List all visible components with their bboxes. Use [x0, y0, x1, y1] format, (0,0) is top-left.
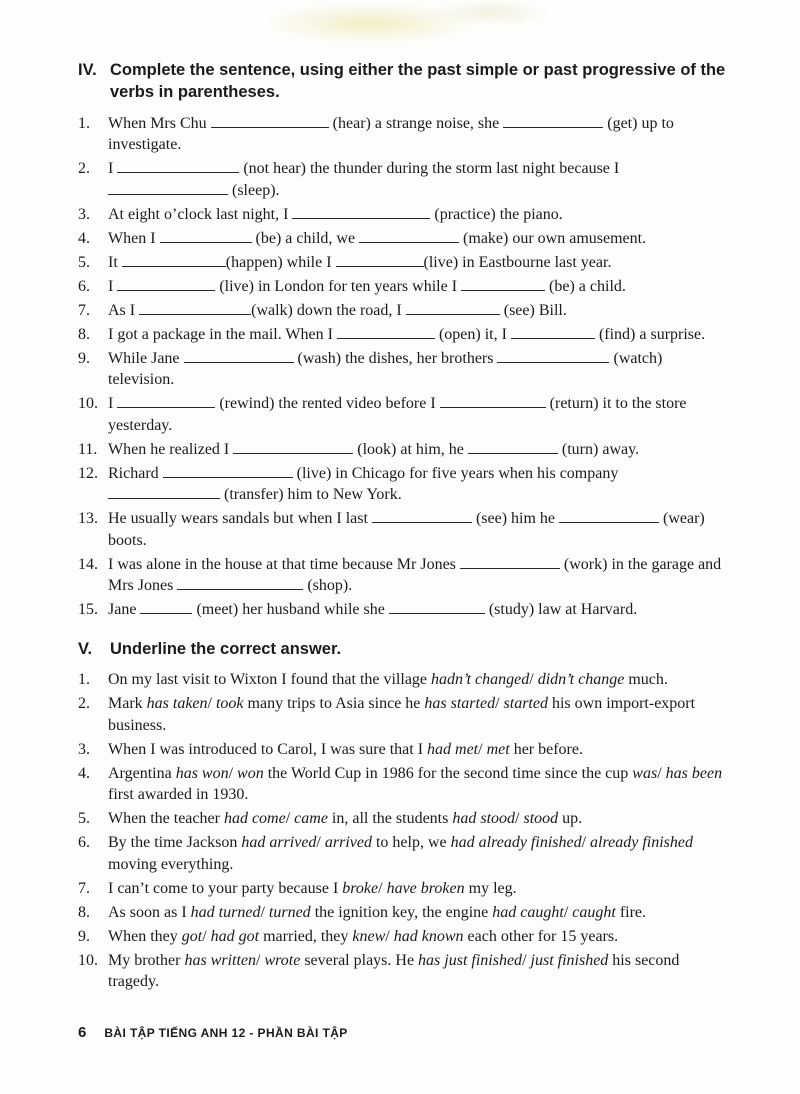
exercise-item — [78, 276, 732, 298]
exercise-item — [78, 439, 732, 461]
exercise-item — [78, 808, 732, 830]
answer-choice: had caught — [492, 903, 564, 921]
answer-choice: started — [503, 695, 548, 713]
exercise-item — [78, 113, 732, 156]
item-number: 1. — [78, 114, 90, 132]
blank-line — [440, 396, 546, 408]
blank-line — [122, 255, 226, 267]
exercise-item — [78, 228, 732, 250]
item-text: Mark has taken/ took many trips to Asia since he has started/ started his own import-export business. — [108, 695, 696, 734]
item-number: 3. — [78, 205, 90, 223]
blank-line — [140, 602, 192, 614]
scan-smudge — [265, 2, 475, 44]
exercise-item — [78, 508, 732, 551]
blank-line — [503, 116, 603, 128]
blank-line — [497, 351, 609, 363]
item-text: When I (be) a child, we (make) our own amusement. — [108, 229, 647, 247]
exercise-item — [78, 204, 732, 226]
exercise-item — [78, 669, 732, 691]
exercise-iv — [78, 60, 732, 621]
answer-choice: caught — [572, 903, 616, 921]
item-text: He usually wears sandals but when I last (see) him he (wear) boots. — [108, 510, 705, 549]
item-number: 15. — [78, 601, 98, 619]
exercise-item — [78, 393, 732, 436]
answer-choice: had already finished — [450, 834, 582, 852]
blank-line — [211, 116, 329, 128]
item-text: Argentina has won/ won the World Cup in 1986 for the second time since the cup was/ has been first awarded in 1930. — [108, 764, 723, 804]
exercise-v-title: Underline the correct answer. — [110, 639, 342, 658]
answer-choice: had got — [210, 927, 260, 945]
exercise-item — [78, 832, 732, 875]
blank-line — [117, 279, 215, 291]
answer-choice: hadn’t changed — [431, 671, 530, 689]
exercise-item — [78, 324, 732, 346]
exercise-iv-title: Complete the sentence, using either the past simple or past progressive of the verbs in parentheses. — [110, 61, 726, 101]
item-text: As soon as I had turned/ turned the ignition key, the engine had caught/ caught fire. — [108, 903, 647, 921]
item-number: 12. — [78, 464, 98, 482]
item-text: I can’t come to your party because I broke/ have broken my leg. — [108, 879, 517, 897]
blank-line — [233, 442, 353, 454]
blank-line — [461, 279, 545, 291]
item-text: When they got/ had got married, they knew/ had known each other for 15 years. — [108, 927, 619, 945]
answer-choice: wrote — [264, 951, 301, 969]
exercise-item — [78, 554, 732, 597]
item-text: I got a package in the mail. When I (open) it, I (find) a surprise. — [108, 325, 706, 343]
answer-choice: knew — [352, 927, 386, 945]
exercise-item — [78, 950, 732, 993]
item-text: It (happen) while I (live) in Eastbourne last year. — [108, 253, 612, 271]
answer-choice: got — [181, 927, 203, 945]
section-gap — [78, 631, 732, 639]
answer-choice: had come — [223, 810, 286, 828]
scan-smudge-secondary — [430, 0, 550, 26]
blank-line — [406, 303, 500, 315]
answer-choice: had met — [427, 740, 479, 758]
exercise-iv-heading — [78, 60, 732, 104]
exercise-item — [78, 599, 732, 621]
item-text: On my last visit to Wixton I found that the village hadn’t changed/ didn’t change much. — [108, 671, 668, 689]
item-number: 6. — [78, 834, 90, 852]
answer-choice: met — [486, 740, 510, 758]
item-text: Richard (live) in Chicago for five years when his company (transfer) him to New York. — [108, 464, 619, 504]
answer-choice: stood — [523, 810, 559, 828]
blank-line — [372, 511, 472, 523]
exercise-v-heading — [78, 639, 732, 661]
blank-line — [511, 327, 595, 339]
exercise-item — [78, 300, 732, 322]
exercise-v-number: V. — [78, 639, 93, 658]
blank-line — [559, 511, 659, 523]
item-text: I was alone in the house at that time because Mr Jones (work) in the garage and Mrs Jones (shop). — [108, 555, 722, 595]
exercise-item — [78, 926, 732, 948]
item-text: When he realized I (look) at him, he (turn) away. — [108, 440, 640, 458]
exercise-item — [78, 252, 732, 274]
item-number: 10. — [78, 395, 98, 413]
answer-choice: had known — [393, 927, 464, 945]
answer-choice: broke — [342, 879, 379, 897]
exercise-iv-items — [78, 113, 732, 621]
answer-choice: had arrived — [241, 834, 317, 852]
answer-choice: didn’t change — [537, 671, 625, 689]
item-number: 14. — [78, 555, 98, 573]
blank-line — [117, 396, 215, 408]
answer-choice: has started — [424, 695, 496, 713]
blank-line — [117, 161, 239, 173]
item-number: 5. — [78, 253, 90, 271]
item-text: My brother has written/ wrote several plays. He has just finished/ just finished his second tragedy. — [108, 951, 680, 991]
item-number: 4. — [78, 764, 90, 782]
blank-line — [108, 183, 228, 195]
item-number: 11. — [78, 440, 98, 458]
blank-line — [108, 487, 220, 499]
exercise-iv-number: IV. — [78, 61, 97, 79]
answer-choice: came — [294, 810, 328, 828]
exercise-item — [78, 348, 732, 391]
item-number: 8. — [78, 325, 90, 343]
answer-choice: already finished — [590, 834, 693, 852]
answer-choice: have broken — [386, 879, 465, 897]
exercise-item — [78, 902, 732, 924]
answer-choice: has won — [175, 764, 229, 782]
footer-book-title: BÀI TẬP TIẾNG ANH 12 - PHẦN BÀI TẬP — [104, 1026, 348, 1040]
blank-line — [337, 327, 435, 339]
answer-choice: had stood — [452, 810, 516, 828]
blank-line — [359, 231, 459, 243]
item-number: 9. — [78, 349, 90, 367]
answer-choice: was — [632, 764, 658, 782]
blank-line — [139, 303, 251, 315]
exercise-item — [78, 158, 732, 201]
answer-choice: has been — [665, 764, 723, 782]
item-number: 5. — [78, 810, 90, 828]
item-number: 7. — [78, 879, 90, 897]
page-number: 6 — [78, 1024, 87, 1041]
exercise-item — [78, 693, 732, 736]
item-number: 2. — [78, 695, 90, 713]
item-number: 9. — [78, 927, 90, 945]
blank-line — [336, 255, 424, 267]
item-number: 13. — [78, 510, 98, 528]
item-text: I (not hear) the thunder during the storm last night because I (sleep). — [108, 160, 620, 199]
answer-choice: has just finished — [418, 951, 523, 969]
item-number: 6. — [78, 277, 90, 295]
item-text: By the time Jackson had arrived/ arrived to help, we had already finished/ already finished moving everything. — [108, 834, 693, 873]
item-number: 3. — [78, 740, 90, 758]
answer-choice: has taken — [146, 695, 208, 713]
item-text: While Jane (wash) the dishes, her brothers (watch) television. — [108, 349, 663, 389]
item-text: I (rewind) the rented video before I (return) it to the store yesterday. — [108, 395, 687, 434]
blank-line — [460, 557, 560, 569]
blank-line — [389, 602, 485, 614]
blank-line — [163, 466, 293, 478]
answer-choice: just finished — [530, 951, 609, 969]
exercise-item — [78, 763, 732, 806]
item-number: 10. — [78, 951, 98, 969]
item-number: 7. — [78, 301, 90, 319]
blank-line — [292, 207, 430, 219]
item-text: When I was introduced to Carol, I was sure that I had met/ met her before. — [108, 740, 583, 758]
item-number: 4. — [78, 229, 90, 247]
answer-choice: had turned — [190, 903, 261, 921]
blank-line — [184, 351, 294, 363]
answer-choice: won — [237, 764, 264, 782]
item-text: When Mrs Chu (hear) a strange noise, she (get) up to investigate. — [108, 114, 674, 154]
page-footer — [78, 1024, 348, 1041]
exercise-item — [78, 878, 732, 900]
item-number: 2. — [78, 160, 90, 178]
blank-line — [468, 442, 558, 454]
exercise-item — [78, 739, 732, 761]
item-text: At eight o’clock last night, I (practice) the piano. — [108, 205, 563, 223]
blank-line — [177, 578, 303, 590]
exercise-item — [78, 463, 732, 506]
answer-choice: has written — [184, 951, 256, 969]
answer-choice: arrived — [324, 834, 372, 852]
exercise-v-items — [78, 669, 732, 993]
item-number: 8. — [78, 903, 90, 921]
item-number: 1. — [78, 671, 90, 689]
answer-choice: took — [215, 695, 244, 713]
exercise-v — [78, 639, 732, 993]
answer-choice: turned — [268, 903, 311, 921]
blank-line — [160, 231, 252, 243]
item-text: I (live) in London for ten years while I (be) a child. — [108, 277, 626, 295]
item-text: As I (walk) down the road, I (see) Bill. — [108, 301, 567, 319]
item-text: When the teacher had come/ came in, all the students had stood/ stood up. — [108, 810, 583, 828]
item-text: Jane (meet) her husband while she (study) law at Harvard. — [108, 601, 638, 619]
